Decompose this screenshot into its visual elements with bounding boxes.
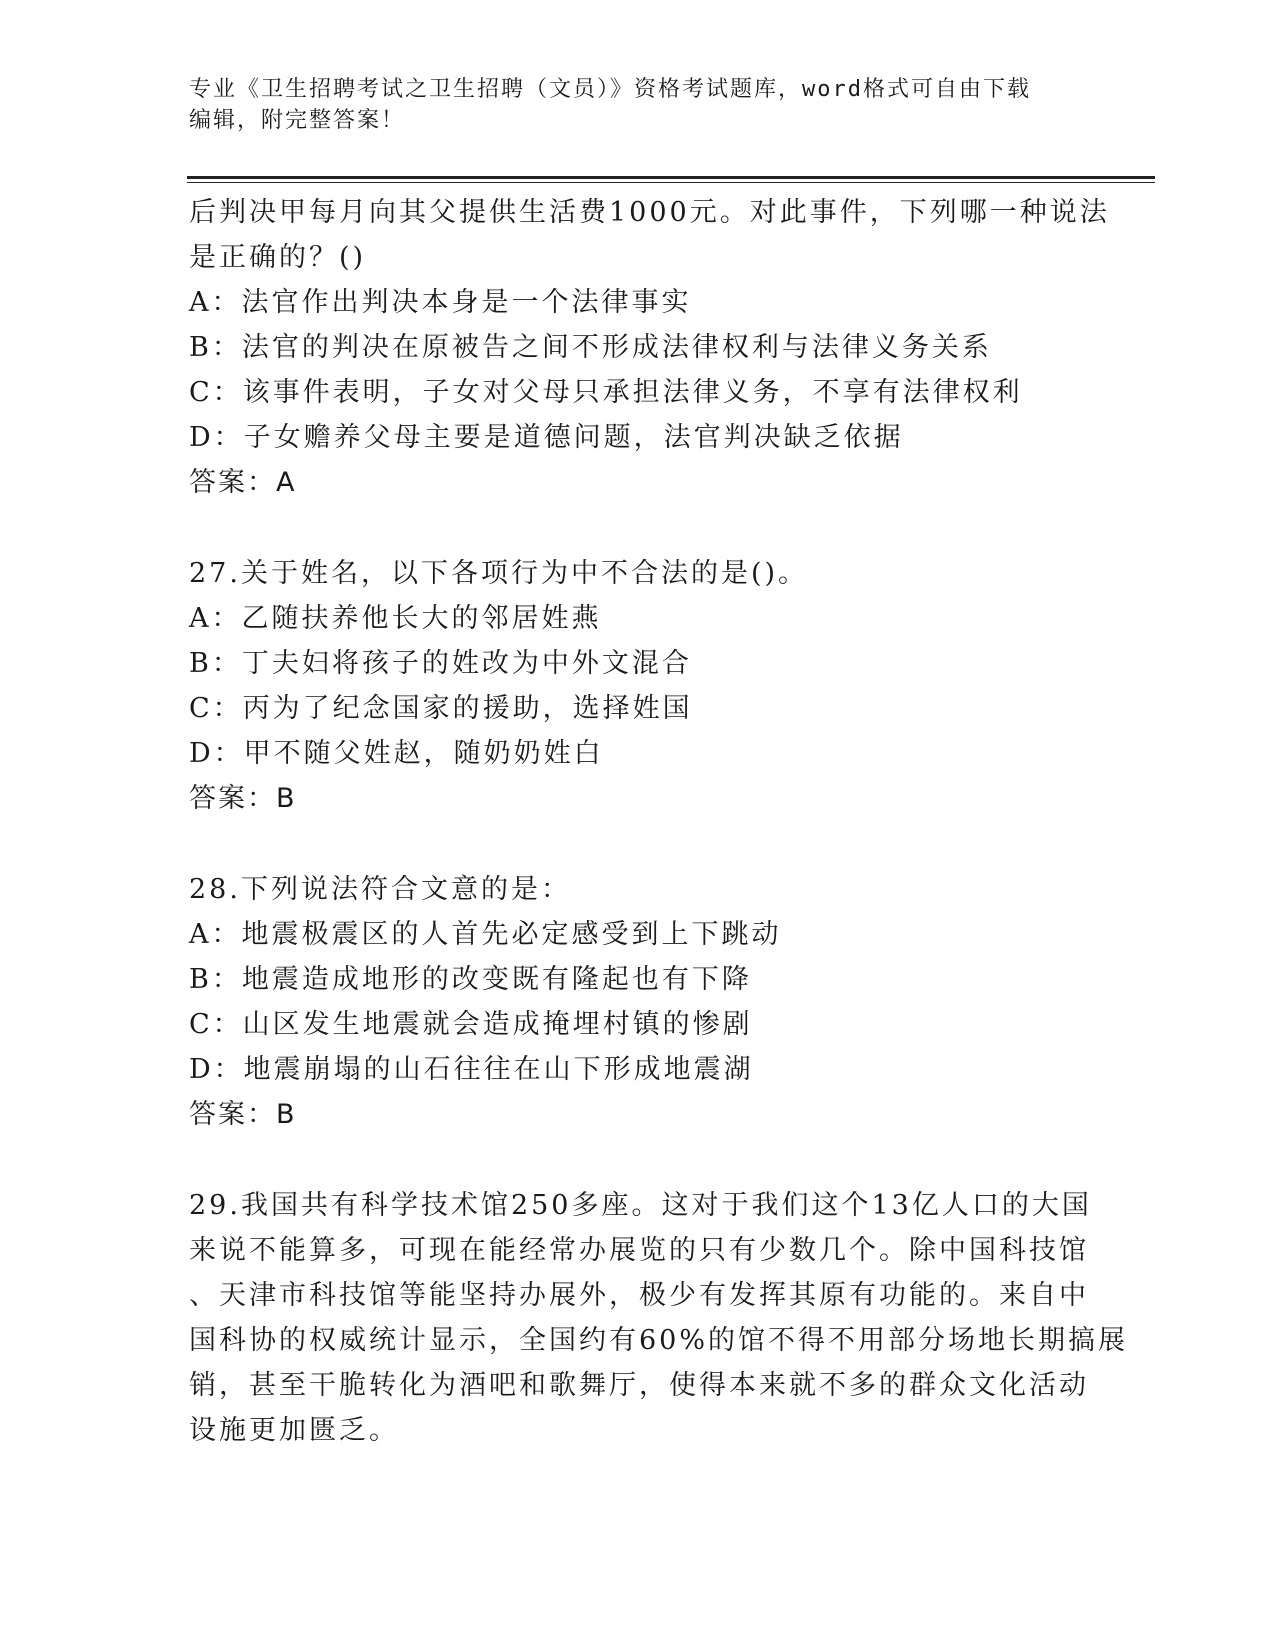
question-stem-line: 、天津市科技馆等能坚持办展外，极少有发挥其原有功能的。来自中	[189, 1280, 1089, 1311]
question-stem-line: 28.下列说法符合文意的是：	[189, 874, 571, 905]
header-line-1	[189, 74, 1089, 105]
question-stem-line: 设施更加匮乏。	[189, 1415, 399, 1446]
question-stem-line: 来说不能算多，可现在能经常办展览的只有少数几个。除中国科技馆	[189, 1235, 1089, 1266]
spacer	[189, 505, 1089, 551]
question-stem-line: 是正确的？()	[189, 242, 367, 273]
question-stem-line: 27.关于姓名，以下各项行为中不合法的是()。	[189, 558, 809, 589]
question-28	[189, 867, 1089, 1137]
answer-line: 答案：B	[189, 1099, 297, 1130]
option-b: B：丁夫妇将孩子的姓改为中外文混合	[189, 648, 692, 679]
header-line-1-suffix: 格式可自由下载	[863, 77, 1032, 102]
page-header	[189, 74, 1089, 136]
question-stem-line: 后判决甲每月向其父提供生活费1000元。对此事件，下列哪一种说法	[189, 197, 1110, 228]
option-b: B：法官的判决在原被告之间不形成法律权利与法律义务关系	[189, 332, 992, 363]
question-27	[189, 551, 1089, 821]
option-c: C：山区发生地震就会造成掩埋村镇的惨剧	[189, 1009, 753, 1040]
header-line-1-word: word	[802, 77, 863, 102]
question-29	[189, 1183, 1129, 1453]
question-stem-line: 销，甚至干脆转化为酒吧和歌舞厅，使得本来就不多的群众文化活动	[189, 1370, 1089, 1401]
option-c: C：该事件表明，子女对父母只承担法律义务，不享有法律权利	[189, 377, 1023, 408]
header-rule-thin	[187, 182, 1155, 183]
header-line-2: 编辑，附完整答案！	[189, 108, 406, 133]
option-d: D：子女赡养父母主要是道德问题，法官判决缺乏依据	[189, 422, 904, 453]
option-a: A：法官作出判决本身是一个法律事实	[189, 287, 692, 318]
answer-line: 答案：A	[189, 467, 297, 498]
option-a: A：乙随扶养他长大的邻居姓燕	[189, 603, 602, 634]
option-d: D：地震崩塌的山石往往在山下形成地震湖	[189, 1054, 754, 1085]
answer-line: 答案：B	[189, 783, 297, 814]
question-content	[189, 190, 1129, 1453]
option-b: B：地震造成地形的改变既有隆起也有下降	[189, 964, 752, 995]
option-c: C：丙为了纪念国家的援助，选择姓国	[189, 693, 693, 724]
question-26	[189, 190, 1110, 505]
question-stem-line: 29.我国共有科学技术馆250多座。这对于我们这个13亿人口的大国	[189, 1190, 1092, 1221]
spacer	[189, 821, 1089, 867]
spacer	[189, 1137, 1089, 1183]
header-rule-thick	[187, 176, 1155, 179]
question-stem-line: 国科协的权威统计显示，全国约有60%的馆不得不用部分场地长期搞展	[189, 1325, 1129, 1356]
option-a: A：地震极震区的人首先必定感受到上下跳动	[189, 919, 782, 950]
header-line-1-prefix: 专业《卫生招聘考试之卫生招聘（文员）》资格考试题库，	[189, 77, 803, 102]
option-d: D：甲不随父姓赵，随奶奶姓白	[189, 738, 604, 769]
